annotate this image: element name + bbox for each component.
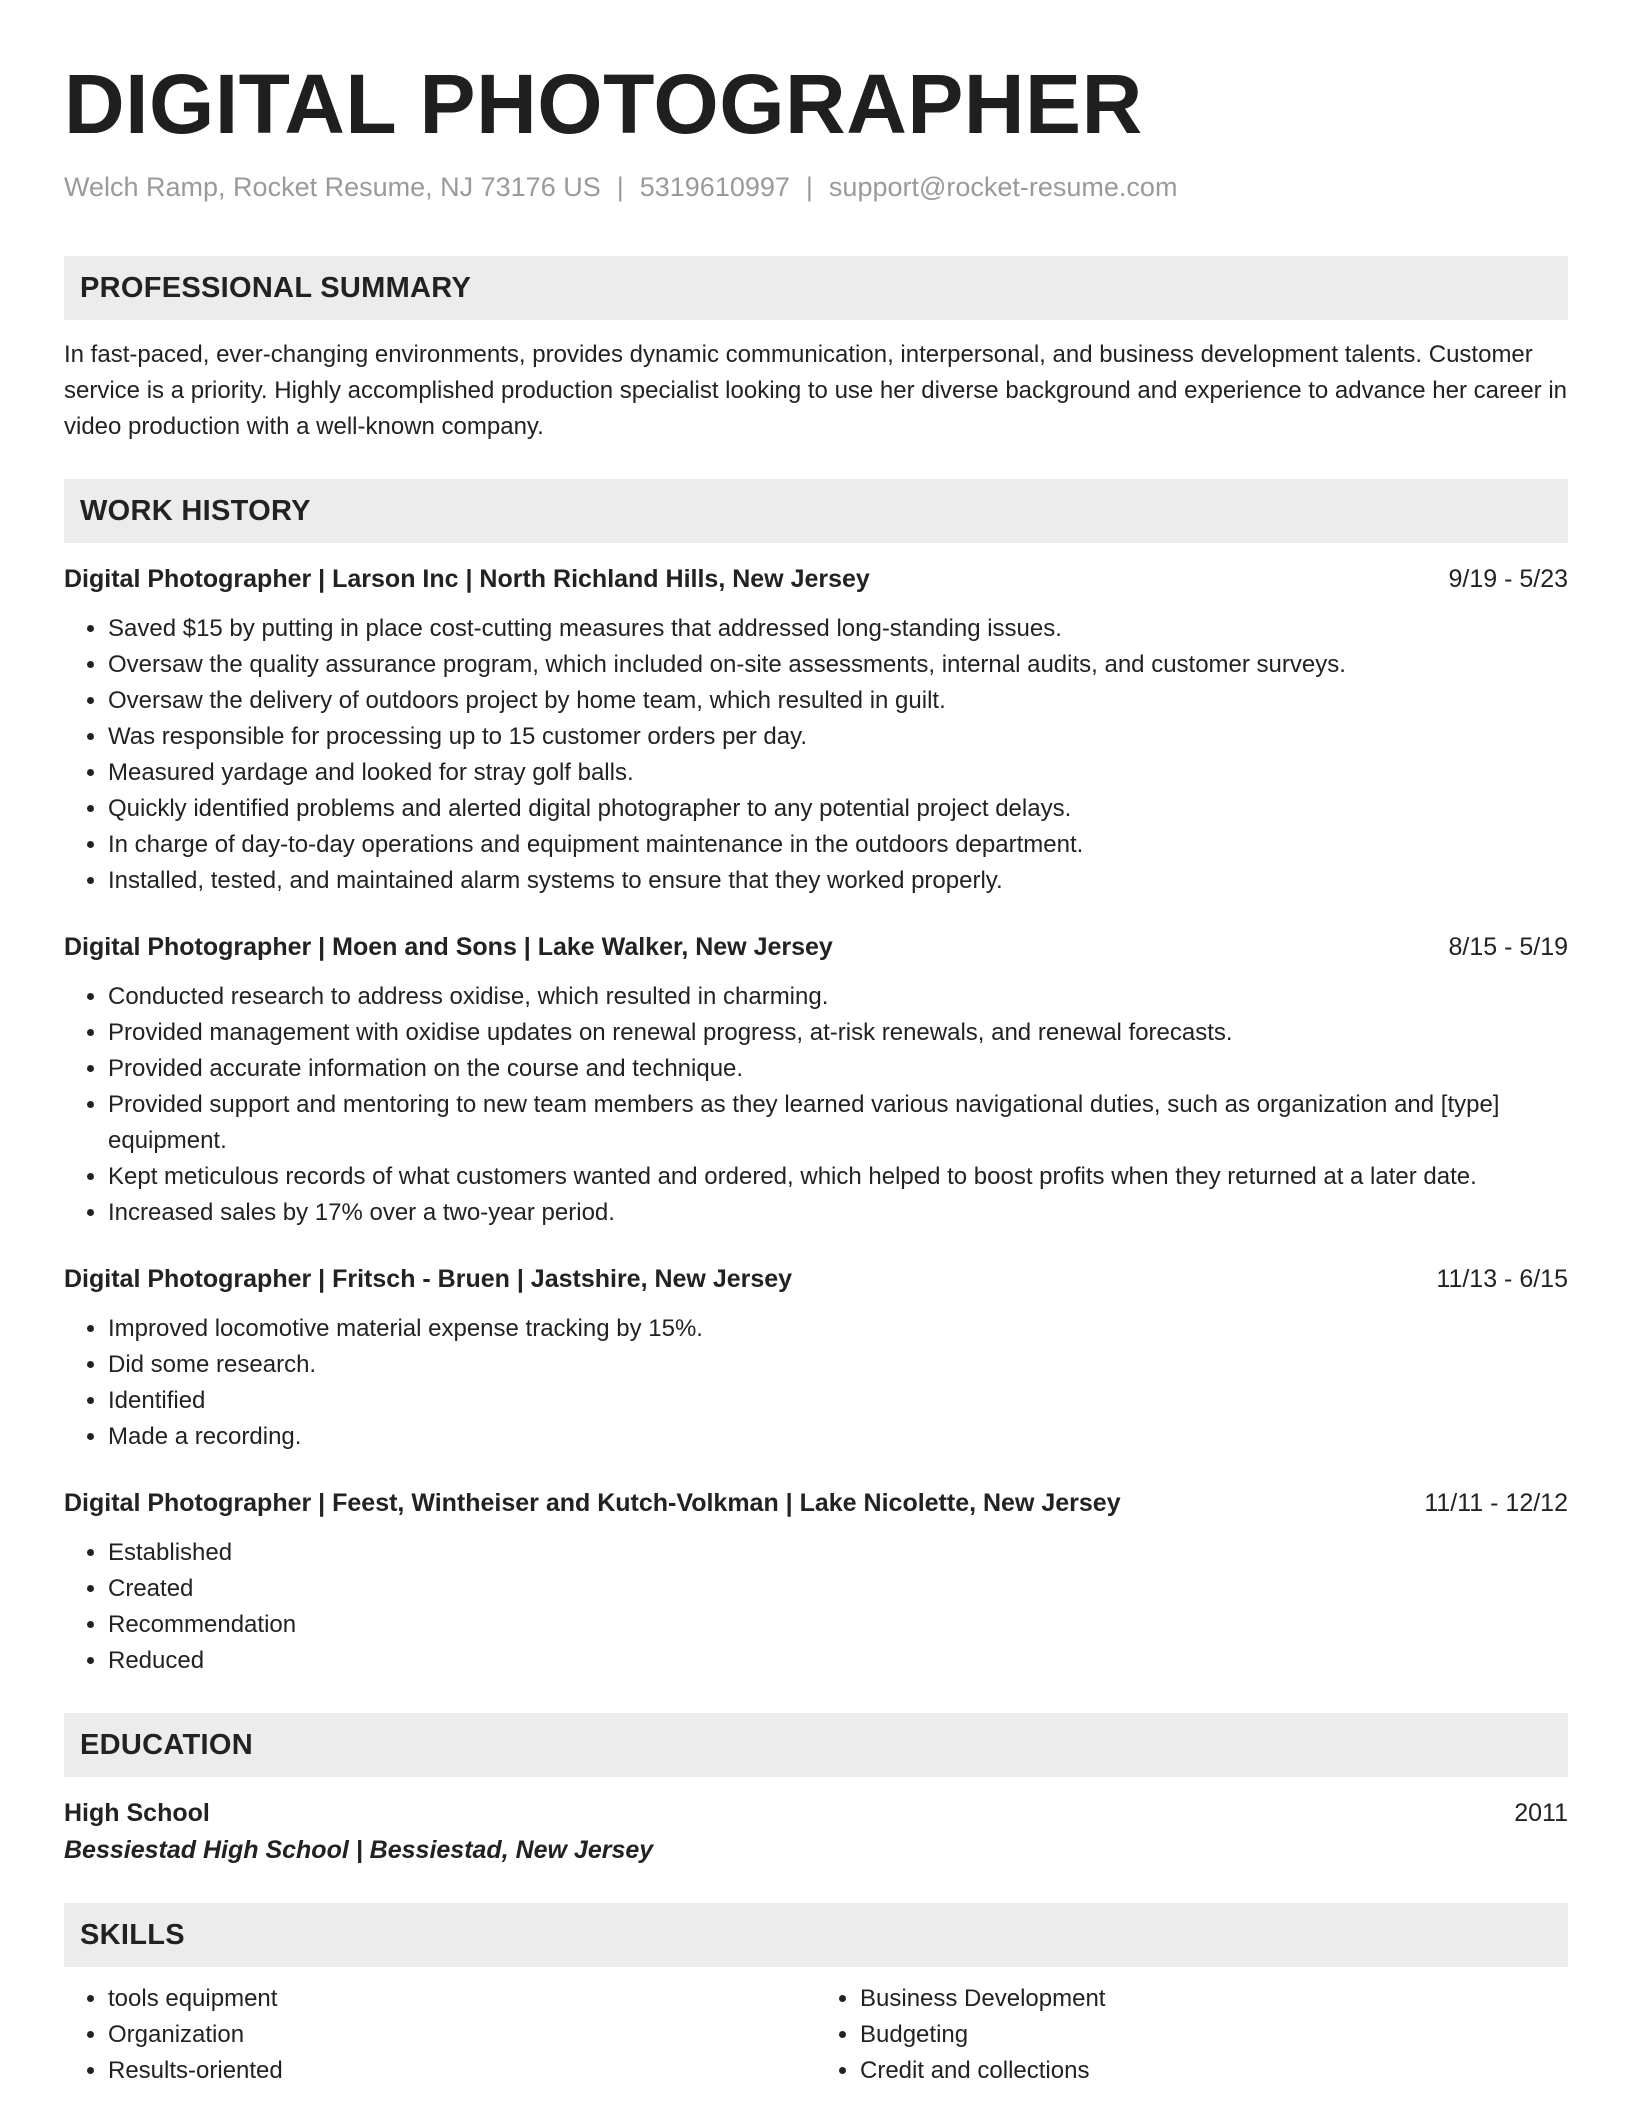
list-item: • Established [108, 1535, 1568, 1571]
section-heading-education: EDUCATION [64, 1713, 1568, 1777]
list-item: • Quickly identified problems and alerted digital photographer to any potential project delays. [108, 791, 1568, 827]
contact-separator: | [616, 172, 624, 202]
section-heading-work-history: WORK HISTORY [64, 479, 1568, 543]
contact-address: Welch Ramp, Rocket Resume, NJ 73176 US [64, 172, 601, 202]
list-item: • Organization [108, 2017, 816, 2053]
list-item: • Made a recording. [108, 1419, 1568, 1455]
contact-line [64, 170, 1568, 204]
job-bullets [64, 1311, 1568, 1455]
list-item: • Increased sales by 17% over a two-year period. [108, 1195, 1568, 1231]
job-bullets [64, 979, 1568, 1231]
list-item: • Provided support and mentoring to new team members as they learned various navigational duties, such as organization and [type] equipment. [108, 1087, 1568, 1159]
education-degree: High School [64, 1799, 210, 1827]
contact-separator: | [805, 172, 813, 202]
list-item: • Provided management with oxidise updates on renewal progress, at-risk renewals, and renewal forecasts. [108, 1015, 1568, 1051]
job-dates: 11/11 - 12/12 [1424, 1489, 1568, 1517]
job-title: Digital Photographer | Moen and Sons | Lake Walker, New Jersey [64, 933, 833, 961]
list-item: • Was responsible for processing up to 15 customer orders per day. [108, 719, 1568, 755]
list-item: • Results-oriented [108, 2053, 816, 2089]
list-item: • In charge of day-to-day operations and equipment maintenance in the outdoors department. [108, 827, 1568, 863]
job-bullets [64, 1535, 1568, 1679]
list-item: • Business Development [860, 1981, 1568, 2017]
job-dates: 11/13 - 6/15 [1436, 1265, 1568, 1293]
education-year: 2011 [1514, 1799, 1568, 1827]
list-item: • Conducted research to address oxidise, which resulted in charming. [108, 979, 1568, 1015]
candidate-name: DIGITAL PHOTOGRAPHER [64, 57, 1143, 151]
list-item: • Kept meticulous records of what customers wanted and ordered, which helped to boost profits when they returned at a later date. [108, 1159, 1568, 1195]
job-header [64, 1485, 1568, 1521]
job-header [64, 929, 1568, 965]
list-item: • Oversaw the delivery of outdoors project by home team, which resulted in guilt. [108, 683, 1568, 719]
section-heading-skills: SKILLS [64, 1903, 1568, 1967]
list-item: • Credit and collections [860, 2053, 1568, 2089]
job-entry-1 [64, 561, 1568, 899]
section-heading-summary: PROFESSIONAL SUMMARY [64, 256, 1568, 320]
list-item: • tools equipment [108, 1981, 816, 2017]
education-school: Bessiestad High School | Bessiestad, New Jersey [64, 1836, 654, 1864]
list-item: • Identified [108, 1383, 1568, 1419]
job-bullets [64, 611, 1568, 899]
job-entry-4 [64, 1485, 1568, 1679]
list-item: • Did some research. [108, 1347, 1568, 1383]
job-title: Digital Photographer | Fritsch - Bruen | Jastshire, New Jersey [64, 1265, 793, 1293]
list-item: • Measured yardage and looked for stray golf balls. [108, 755, 1568, 791]
skills-column-right [816, 1981, 1568, 2089]
job-header [64, 561, 1568, 597]
list-item: • Installed, tested, and maintained alarm systems to ensure that they worked properly. [108, 863, 1568, 899]
job-title: Digital Photographer | Feest, Wintheiser and Kutch-Volkman | Lake Nicolette, New Jersey [64, 1489, 1121, 1517]
education-header [64, 1795, 1568, 1831]
list-item: • Improved locomotive material expense tracking by 15%. [108, 1311, 1568, 1347]
job-entry-3 [64, 1261, 1568, 1455]
job-title: Digital Photographer | Larson Inc | North Richland Hills, New Jersey [64, 565, 870, 593]
job-dates: 8/15 - 5/19 [1448, 933, 1568, 961]
list-item: • Created [108, 1571, 1568, 1607]
job-header [64, 1261, 1568, 1297]
list-item: • Reduced [108, 1643, 1568, 1679]
list-item: • Saved $15 by putting in place cost-cutting measures that addressed long-standing issues. [108, 611, 1568, 647]
list-item: • Budgeting [860, 2017, 1568, 2053]
summary-text: In fast-paced, ever-changing environments, provides dynamic communication, interpersonal, and business development talents. Customer service is a priority. Highly accomplished production specialist looking to use her diverse background and experience to advance her career in video production with a well-known company. [64, 341, 1568, 440]
list-item: • Oversaw the quality assurance program, which included on-site assessments, internal audits, and customer surveys. [108, 647, 1568, 683]
skills-columns [64, 1981, 1568, 2089]
job-dates: 9/19 - 5/23 [1448, 565, 1568, 593]
list-item: • Provided accurate information on the course and technique. [108, 1051, 1568, 1087]
job-entry-2 [64, 929, 1568, 1231]
skills-column-left [64, 1981, 816, 2089]
contact-email: support@rocket-resume.com [828, 172, 1178, 202]
contact-phone: 5319610997 [639, 172, 790, 202]
list-item: • Recommendation [108, 1607, 1568, 1643]
